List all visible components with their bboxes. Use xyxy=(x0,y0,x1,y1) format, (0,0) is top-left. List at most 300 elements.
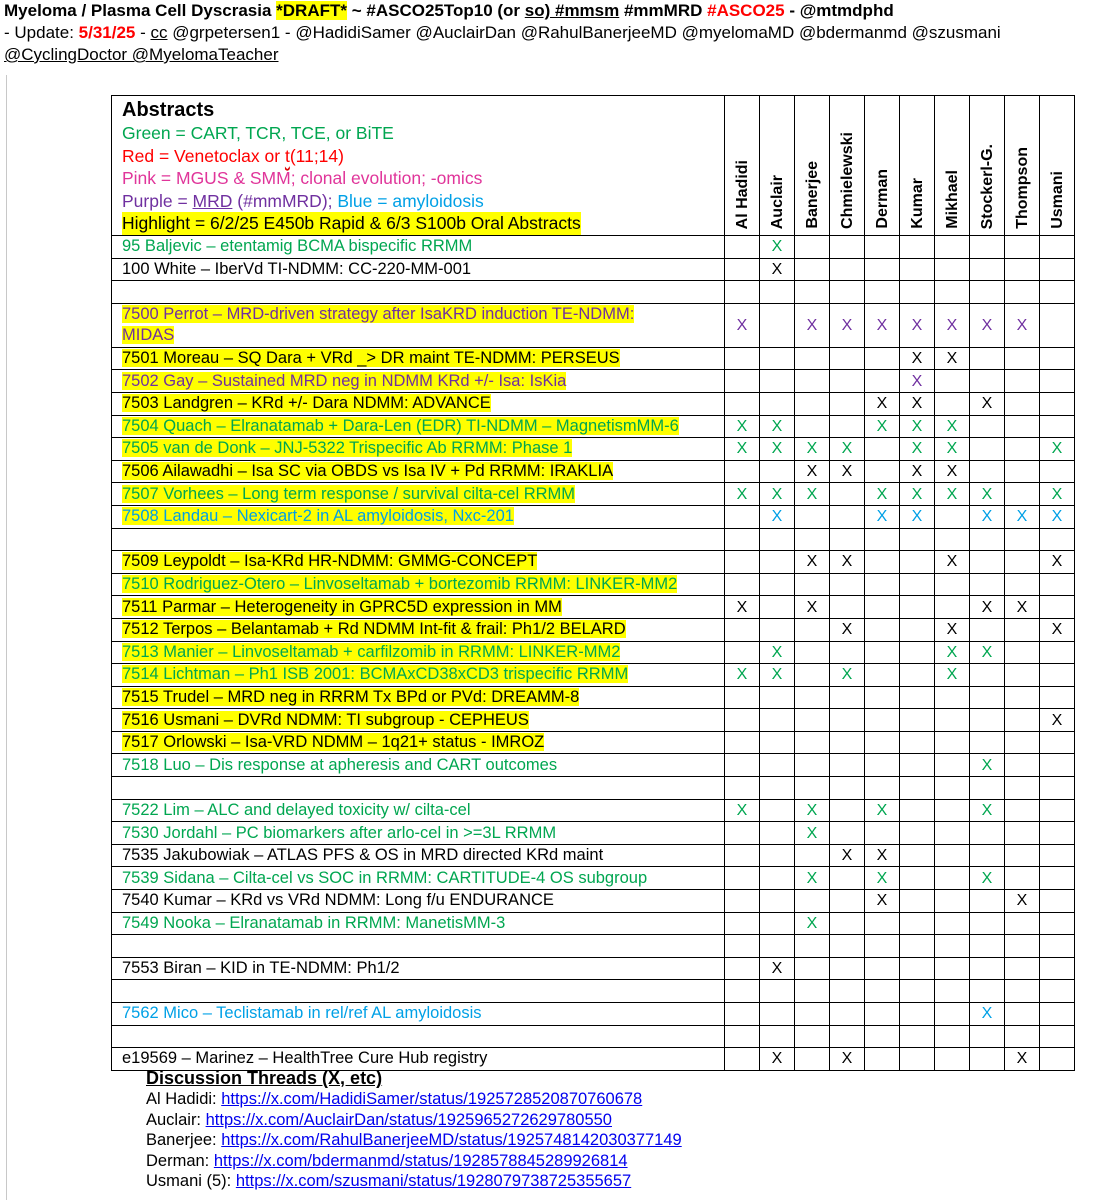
abstract-title xyxy=(122,507,514,525)
abstract-text: 7553 Biran – KID in TE-NDMM: Ph1/2 xyxy=(122,959,400,978)
reviewer-mark: X xyxy=(1016,598,1028,616)
update-line xyxy=(4,22,1094,44)
abstract-title xyxy=(122,959,400,977)
reviewer-mark-cell xyxy=(795,980,830,1003)
abstract-text: 7512 Terpos – Belantamab + Rd NDMM Int-fit & frail: Ph1/2 BELARD xyxy=(122,620,626,639)
reviewer-mark-cell xyxy=(1040,957,1075,980)
reviewer-mark-cell xyxy=(865,370,900,393)
reviewer-mark-cell xyxy=(900,1003,935,1026)
reviewer-mark-cell xyxy=(830,415,865,438)
reviewer-mark-cell xyxy=(795,528,830,551)
abstract-text: 95 Baljevic – etentamig BCMA bispecific RRMM xyxy=(122,237,473,256)
reviewer-mark: X xyxy=(841,440,853,458)
reviewer-mark-cell xyxy=(1005,573,1040,596)
reviewer-mark-cell xyxy=(900,664,935,687)
reviewer-mark-cell xyxy=(865,236,900,259)
reviewer-mark-cell xyxy=(970,935,1005,958)
reviewer-mark: X xyxy=(876,316,888,334)
abstract-title xyxy=(122,372,566,390)
reviewer-mark-cell xyxy=(1005,686,1040,709)
reviewer-mark-cell xyxy=(865,528,900,551)
abstract-text: 7549 Nooka – Elranatamab in RRMM: ManetisMM-3 xyxy=(122,913,506,932)
reviewer-mark: X xyxy=(736,801,748,819)
abstract-cell xyxy=(112,438,725,461)
reviewer-mark-cell xyxy=(725,935,760,958)
reviewer-mark: X xyxy=(946,316,958,334)
spacer-row xyxy=(112,528,1075,551)
reviewer-mark-cell xyxy=(1005,754,1040,777)
reviewer-mark-cell xyxy=(725,528,760,551)
reviewer-mark-cell xyxy=(830,1003,865,1026)
reviewer-mark-cell xyxy=(900,392,935,415)
reviewer-mark-cell xyxy=(935,505,970,528)
abstract-text: 7508 Landau – Nexicart-2 in AL amyloidosis, Nxc-201 xyxy=(122,507,514,526)
reviewer-mark-cell xyxy=(795,460,830,483)
reviewer-mark-cell xyxy=(865,890,900,913)
reviewer-mark-cell xyxy=(830,799,865,822)
thread-label: Banerjee: xyxy=(146,1131,222,1149)
abstract-cell xyxy=(112,957,725,980)
reviewer-mark-cell xyxy=(795,890,830,913)
spacer-row xyxy=(112,281,1075,304)
abstract-cell xyxy=(112,822,725,845)
reviewer-mark-cell xyxy=(1040,281,1075,304)
reviewer-mark: X xyxy=(771,238,783,256)
reviewer-mark-cell xyxy=(1040,935,1075,958)
reviewer-mark-cell xyxy=(900,754,935,777)
reviewer-mark-cell xyxy=(935,460,970,483)
reviewer-mark-cell xyxy=(935,1003,970,1026)
reviewer-mark: X xyxy=(911,350,923,368)
abstract-row xyxy=(112,347,1075,370)
reviewer-mark: X xyxy=(841,316,853,334)
abstract-title xyxy=(122,462,613,480)
thread-link[interactable]: https://x.com/szusmani/status/1928079738725355657 xyxy=(235,1172,632,1190)
reviewer-mark-cell xyxy=(935,528,970,551)
cc-handles: @grpetersen1 - @HadidiSamer @AuclairDan @RahulBanerjeeMD @myelomaMD @bdermanmd @szusmani xyxy=(167,23,1001,42)
reviewer-mark-cell xyxy=(865,281,900,304)
reviewer-mark-cell xyxy=(1040,528,1075,551)
abstract-text: 7504 Quach – Elranatamab + Dara-Len (EDR) TI-NDMM – MagnetismMM-6 xyxy=(122,416,679,435)
reviewer-mark-cell xyxy=(935,596,970,619)
reviewer-mark: X xyxy=(946,666,958,684)
reviewer-mark: X xyxy=(876,892,888,910)
reviewer-mark-cell xyxy=(725,754,760,777)
reviewer-mark-cell xyxy=(760,1003,795,1026)
reviewer-mark-cell xyxy=(970,438,1005,461)
reviewer-mark-cell xyxy=(900,303,935,347)
reviewer-mark-cell xyxy=(830,528,865,551)
reviewer-mark-cell xyxy=(935,641,970,664)
abstract-row xyxy=(112,370,1075,393)
reviewer-mark-cell xyxy=(1005,596,1040,619)
reviewer-mark-cell xyxy=(865,664,900,687)
reviewer-mark-cell xyxy=(935,754,970,777)
abstract-cell xyxy=(112,935,725,958)
reviewer-mark-cell xyxy=(935,912,970,935)
reviewer-mark-cell xyxy=(760,528,795,551)
reviewer-mark-cell xyxy=(830,618,865,641)
reviewer-mark: X xyxy=(841,621,853,639)
reviewer-mark-cell xyxy=(900,460,935,483)
reviewer-name: Kumar xyxy=(908,178,926,229)
reviewer-mark-cell xyxy=(900,822,935,845)
reviewer-mark-cell xyxy=(1005,347,1040,370)
reviewer-mark-cell xyxy=(1005,867,1040,890)
reviewer-mark-cell xyxy=(830,303,865,347)
reviewer-mark-cell xyxy=(935,686,970,709)
reviewer-mark-cell xyxy=(830,236,865,259)
reviewer-mark-cell xyxy=(1040,844,1075,867)
thread-link[interactable]: https://x.com/AuclairDan/status/1925965272629780550 xyxy=(205,1110,612,1129)
reviewer-mark: X xyxy=(806,801,818,819)
thread-link[interactable]: https://x.com/HadidiSamer/status/1925728520870760678 xyxy=(221,1090,643,1108)
abstract-cell xyxy=(112,618,725,641)
abstract-cell xyxy=(112,1025,725,1048)
reviewer-mark-cell xyxy=(865,438,900,461)
reviewer-mark-cell xyxy=(1040,505,1075,528)
reviewer-mark-cell xyxy=(935,935,970,958)
reviewer-mark-cell xyxy=(900,957,935,980)
reviewer-mark-cell xyxy=(1040,731,1075,754)
reviewer-mark-cell xyxy=(795,731,830,754)
abstract-text: 7500 Perrot – MRD-driven strategy after IsaKRD induction TE-NDMM: xyxy=(122,305,635,324)
abstract-text: 7514 Lichtman – Ph1 ISB 2001: BCMAxCD38xCD3 trispecific RRMM xyxy=(122,665,629,684)
reviewer-mark-cell xyxy=(1040,709,1075,732)
reviewer-mark-cell xyxy=(1040,415,1075,438)
reviewer-mark-cell xyxy=(970,392,1005,415)
abstract-cell xyxy=(112,528,725,551)
abstract-title xyxy=(122,801,471,819)
reviewer-mark-cell xyxy=(865,347,900,370)
draft-badge: *DRAFT* xyxy=(276,1,347,20)
reviewer-mark-cell xyxy=(1005,303,1040,347)
reviewer-mark: X xyxy=(736,485,748,503)
reviewer-mark: X xyxy=(841,463,853,481)
reviewer-mark-cell xyxy=(900,281,935,304)
thread-label: Al Hadidi: xyxy=(146,1090,222,1108)
reviewer-mark-cell xyxy=(970,777,1005,800)
reviewer-mark-cell xyxy=(760,799,795,822)
reviewer-mark-cell xyxy=(935,731,970,754)
reviewer-mark-cell xyxy=(970,686,1005,709)
abstract-row xyxy=(112,867,1075,890)
reviewer-mark: X xyxy=(736,598,748,616)
reviewer-mark-cell xyxy=(900,528,935,551)
reviewer-col-8 xyxy=(1005,96,1040,236)
legend-red-text: Red = Venetoclax or xyxy=(122,145,285,166)
reviewer-mark-cell xyxy=(725,460,760,483)
reviewer-mark: X xyxy=(946,553,958,571)
reviewer-mark-cell xyxy=(970,731,1005,754)
reviewer-mark-cell xyxy=(1040,980,1075,1003)
reviewer-mark-cell xyxy=(865,596,900,619)
reviewer-mark-cell xyxy=(970,1048,1005,1071)
reviewer-mark-cell xyxy=(865,505,900,528)
reviewer-mark-cell xyxy=(760,303,795,347)
abstract-row xyxy=(112,303,1075,347)
reviewer-mark-cell xyxy=(1005,709,1040,732)
abstract-text: 7535 Jakubowiak – ATLAS PFS & OS in MRD directed KRd maint xyxy=(122,846,604,865)
abstract-row xyxy=(112,483,1075,506)
reviewer-mark-cell xyxy=(970,799,1005,822)
reviewer-mark-cell xyxy=(1040,867,1075,890)
reviewer-mark-cell xyxy=(725,1003,760,1026)
abstract-title xyxy=(122,733,544,751)
abstract-title xyxy=(122,643,620,661)
abstract-title xyxy=(122,439,572,457)
reviewer-mark-cell xyxy=(865,799,900,822)
abstract-title xyxy=(122,260,471,278)
reviewer-mark: X xyxy=(911,372,923,390)
reviewer-mark-cell xyxy=(725,1048,760,1071)
reviewer-mark-cell xyxy=(865,957,900,980)
reviewer-mark-cell xyxy=(795,912,830,935)
reviewer-mark-cell xyxy=(970,709,1005,732)
abstract-cell xyxy=(112,392,725,415)
abstract-cell xyxy=(112,731,725,754)
reviewer-mark-cell xyxy=(1040,641,1075,664)
reviewer-mark-cell xyxy=(795,867,830,890)
reviewer-mark-cell xyxy=(900,777,935,800)
reviewer-mark-cell xyxy=(830,957,865,980)
reviewer-mark-cell xyxy=(935,438,970,461)
abstract-text: 7513 Manier – Linvoseltamab + carfilzomib in RRMM: LINKER-MM2 xyxy=(122,642,621,661)
reviewer-mark-cell xyxy=(830,596,865,619)
spacer-row xyxy=(112,777,1075,800)
abstract-cell xyxy=(112,664,725,687)
abstract-cell xyxy=(112,686,725,709)
abstract-title xyxy=(122,891,554,909)
abstract-cell xyxy=(112,483,725,506)
reviewer-mark: X xyxy=(806,485,818,503)
reviewer-mark-cell xyxy=(900,980,935,1003)
abstract-cell xyxy=(112,754,725,777)
thread-item xyxy=(146,1151,682,1172)
reviewer-mark-cell xyxy=(760,890,795,913)
reviewer-mark-cell xyxy=(760,505,795,528)
reviewer-mark-cell xyxy=(795,236,830,259)
reviewer-mark-cell xyxy=(970,415,1005,438)
reviewer-mark: X xyxy=(946,643,958,661)
reviewer-mark-cell xyxy=(760,1025,795,1048)
title-text: Myeloma / Plasma Cell Dyscrasia xyxy=(4,1,277,20)
abstract-title xyxy=(122,620,626,638)
reviewer-mark-cell xyxy=(830,641,865,664)
reviewer-mark-cell xyxy=(795,438,830,461)
abstract-row xyxy=(112,392,1075,415)
abstract-row xyxy=(112,505,1075,528)
reviewer-name: Banerjee xyxy=(803,161,821,229)
abstract-title xyxy=(122,665,628,683)
reviewer-mark: X xyxy=(806,598,818,616)
reviewer-mark-cell xyxy=(830,1048,865,1071)
thread-link[interactable]: https://x.com/bdermanmd/status/1928578845289926814 xyxy=(213,1151,628,1170)
abstract-cell xyxy=(112,799,725,822)
abstract-row xyxy=(112,754,1075,777)
reviewer-mark-cell xyxy=(725,505,760,528)
reviewer-mark-cell xyxy=(935,618,970,641)
reviewer-mark-cell xyxy=(760,438,795,461)
reviewer-name: Stockerl-G. xyxy=(978,143,996,229)
reviewer-mark-cell xyxy=(795,392,830,415)
abstract-row xyxy=(112,844,1075,867)
reviewer-mark-cell xyxy=(830,867,865,890)
reviewer-mark-cell xyxy=(935,281,970,304)
reviewer-mark-cell xyxy=(725,370,760,393)
reviewer-mark-cell xyxy=(725,799,760,822)
reviewer-mark-cell xyxy=(865,754,900,777)
reviewer-mark: X xyxy=(1016,316,1028,334)
reviewer-mark: X xyxy=(876,508,888,526)
reviewer-mark-cell xyxy=(970,980,1005,1003)
reviewer-mark: X xyxy=(806,824,818,842)
reviewer-mark-cell xyxy=(830,686,865,709)
reviewer-col-9 xyxy=(1040,96,1075,236)
reviewer-mark: X xyxy=(946,485,958,503)
reviewer-mark-cell xyxy=(725,258,760,281)
reviewer-mark-cell xyxy=(865,731,900,754)
reviewer-mark-cell xyxy=(795,483,830,506)
abstracts-table xyxy=(111,95,1075,1071)
reviewer-mark-cell xyxy=(1005,392,1040,415)
reviewer-mark-cell xyxy=(725,303,760,347)
reviewer-mark-cell xyxy=(865,1025,900,1048)
abstract-title xyxy=(122,711,529,729)
reviewer-mark-cell xyxy=(1005,415,1040,438)
abstract-cell xyxy=(112,596,725,619)
reviewer-mark-cell xyxy=(935,822,970,845)
abstract-text: 7502 Gay – Sustained MRD neg in NDMM KRd +/- Isa: IsKia xyxy=(122,371,567,390)
abstract-text: 7506 Ailawadhi – Isa SC via OBDS vs Isa IV + Pd RRMM: IRAKLIA xyxy=(122,462,614,481)
reviewer-mark-cell xyxy=(935,664,970,687)
abstract-cell xyxy=(112,460,725,483)
abstract-row xyxy=(112,799,1075,822)
reviewer-mark-cell xyxy=(1005,844,1040,867)
reviewer-mark: X xyxy=(981,395,993,413)
reviewer-mark: X xyxy=(911,316,923,334)
reviewer-mark-cell xyxy=(760,709,795,732)
reviewer-mark-cell xyxy=(935,777,970,800)
abstract-row xyxy=(112,438,1075,461)
reviewer-mark-cell xyxy=(865,912,900,935)
reviewer-mark-cell xyxy=(1005,935,1040,958)
abstract-cell xyxy=(112,258,725,281)
reviewer-mark-cell xyxy=(760,370,795,393)
update-sep: - xyxy=(135,23,151,42)
reviewer-name: Auclair xyxy=(768,174,786,229)
reviewer-col-0 xyxy=(725,96,760,236)
reviewer-mark-cell xyxy=(795,370,830,393)
reviewer-mark-cell xyxy=(795,573,830,596)
reviewer-mark: X xyxy=(841,666,853,684)
reviewer-mark-cell xyxy=(760,281,795,304)
abstract-row xyxy=(112,1003,1075,1026)
reviewer-mark-cell xyxy=(795,551,830,574)
update-date: 5/31/25 xyxy=(78,23,136,42)
reviewer-mark-cell xyxy=(1040,258,1075,281)
reviewer-mark: X xyxy=(806,553,818,571)
reviewer-mark-cell xyxy=(760,236,795,259)
reviewer-mark-cell xyxy=(900,641,935,664)
title-hashtag-mmsm: so) #mmsm xyxy=(524,1,620,20)
reviewer-mark-cell xyxy=(830,347,865,370)
abstract-cell xyxy=(112,303,725,347)
reviewer-mark: X xyxy=(981,1005,993,1023)
reviewer-mark: X xyxy=(736,440,748,458)
reviewer-mark-cell xyxy=(935,867,970,890)
abstract-row xyxy=(112,415,1075,438)
reviewer-mark: X xyxy=(1016,1050,1028,1068)
reviewer-mark: X xyxy=(771,643,783,661)
reviewer-mark: X xyxy=(981,316,993,334)
abstract-row xyxy=(112,573,1075,596)
reviewer-mark-cell xyxy=(1040,370,1075,393)
abstract-row xyxy=(112,618,1075,641)
reviewer-mark-cell xyxy=(1040,392,1075,415)
reviewer-mark-cell xyxy=(760,596,795,619)
reviewer-mark-cell xyxy=(935,1025,970,1048)
title-author: - @mtmdphd xyxy=(784,1,894,20)
reviewer-mark-cell xyxy=(760,731,795,754)
reviewer-mark-cell xyxy=(935,799,970,822)
reviewer-mark-cell xyxy=(830,935,865,958)
reviewer-mark: X xyxy=(876,869,888,887)
reviewer-mark-cell xyxy=(935,236,970,259)
reviewer-mark-cell xyxy=(1005,664,1040,687)
reviewer-mark-cell xyxy=(830,980,865,1003)
reviewer-mark-cell xyxy=(725,844,760,867)
reviewer-mark-cell xyxy=(935,347,970,370)
reviewer-mark-cell xyxy=(900,867,935,890)
reviewer-mark-cell xyxy=(935,573,970,596)
abstract-title xyxy=(122,598,562,616)
reviewer-mark-cell xyxy=(970,618,1005,641)
thread-link[interactable]: https://x.com/RahulBanerjeeMD/status/1925748142030377149 xyxy=(221,1131,682,1149)
reviewer-mark-cell xyxy=(760,686,795,709)
reviewer-mark-cell xyxy=(830,370,865,393)
reviewer-mark-cell xyxy=(1005,483,1040,506)
reviewer-mark-cell xyxy=(725,709,760,732)
abstract-text-continued: MIDAS xyxy=(122,326,175,345)
reviewer-mark-cell xyxy=(830,912,865,935)
reviewer-mark-cell xyxy=(1040,1003,1075,1026)
reviewer-mark-cell xyxy=(1040,754,1075,777)
reviewer-mark-cell xyxy=(760,641,795,664)
reviewer-mark-cell xyxy=(970,236,1005,259)
reviewer-mark-cell xyxy=(760,258,795,281)
reviewer-mark-cell xyxy=(830,483,865,506)
spacer-row xyxy=(112,980,1075,1003)
abstract-text: 7509 Leypoldt – Isa-KRd HR-NDMM: GMMG-CONCEPT xyxy=(122,552,538,571)
reviewer-mark-cell xyxy=(865,777,900,800)
reviewer-mark: X xyxy=(771,666,783,684)
reviewer-mark: X xyxy=(736,417,748,435)
reviewer-mark-cell xyxy=(795,822,830,845)
thread-item xyxy=(146,1171,682,1192)
reviewer-mark: X xyxy=(1051,508,1063,526)
thread-item xyxy=(146,1110,682,1131)
reviewer-mark-cell xyxy=(865,415,900,438)
abstract-cell xyxy=(112,641,725,664)
reviewer-mark-cell xyxy=(795,957,830,980)
reviewer-mark: X xyxy=(876,395,888,413)
reviewer-mark-cell xyxy=(935,303,970,347)
thread-label: Derman: xyxy=(146,1151,214,1170)
document-title xyxy=(4,0,1094,22)
reviewer-mark: X xyxy=(1051,553,1063,571)
reviewer-mark: X xyxy=(771,508,783,526)
